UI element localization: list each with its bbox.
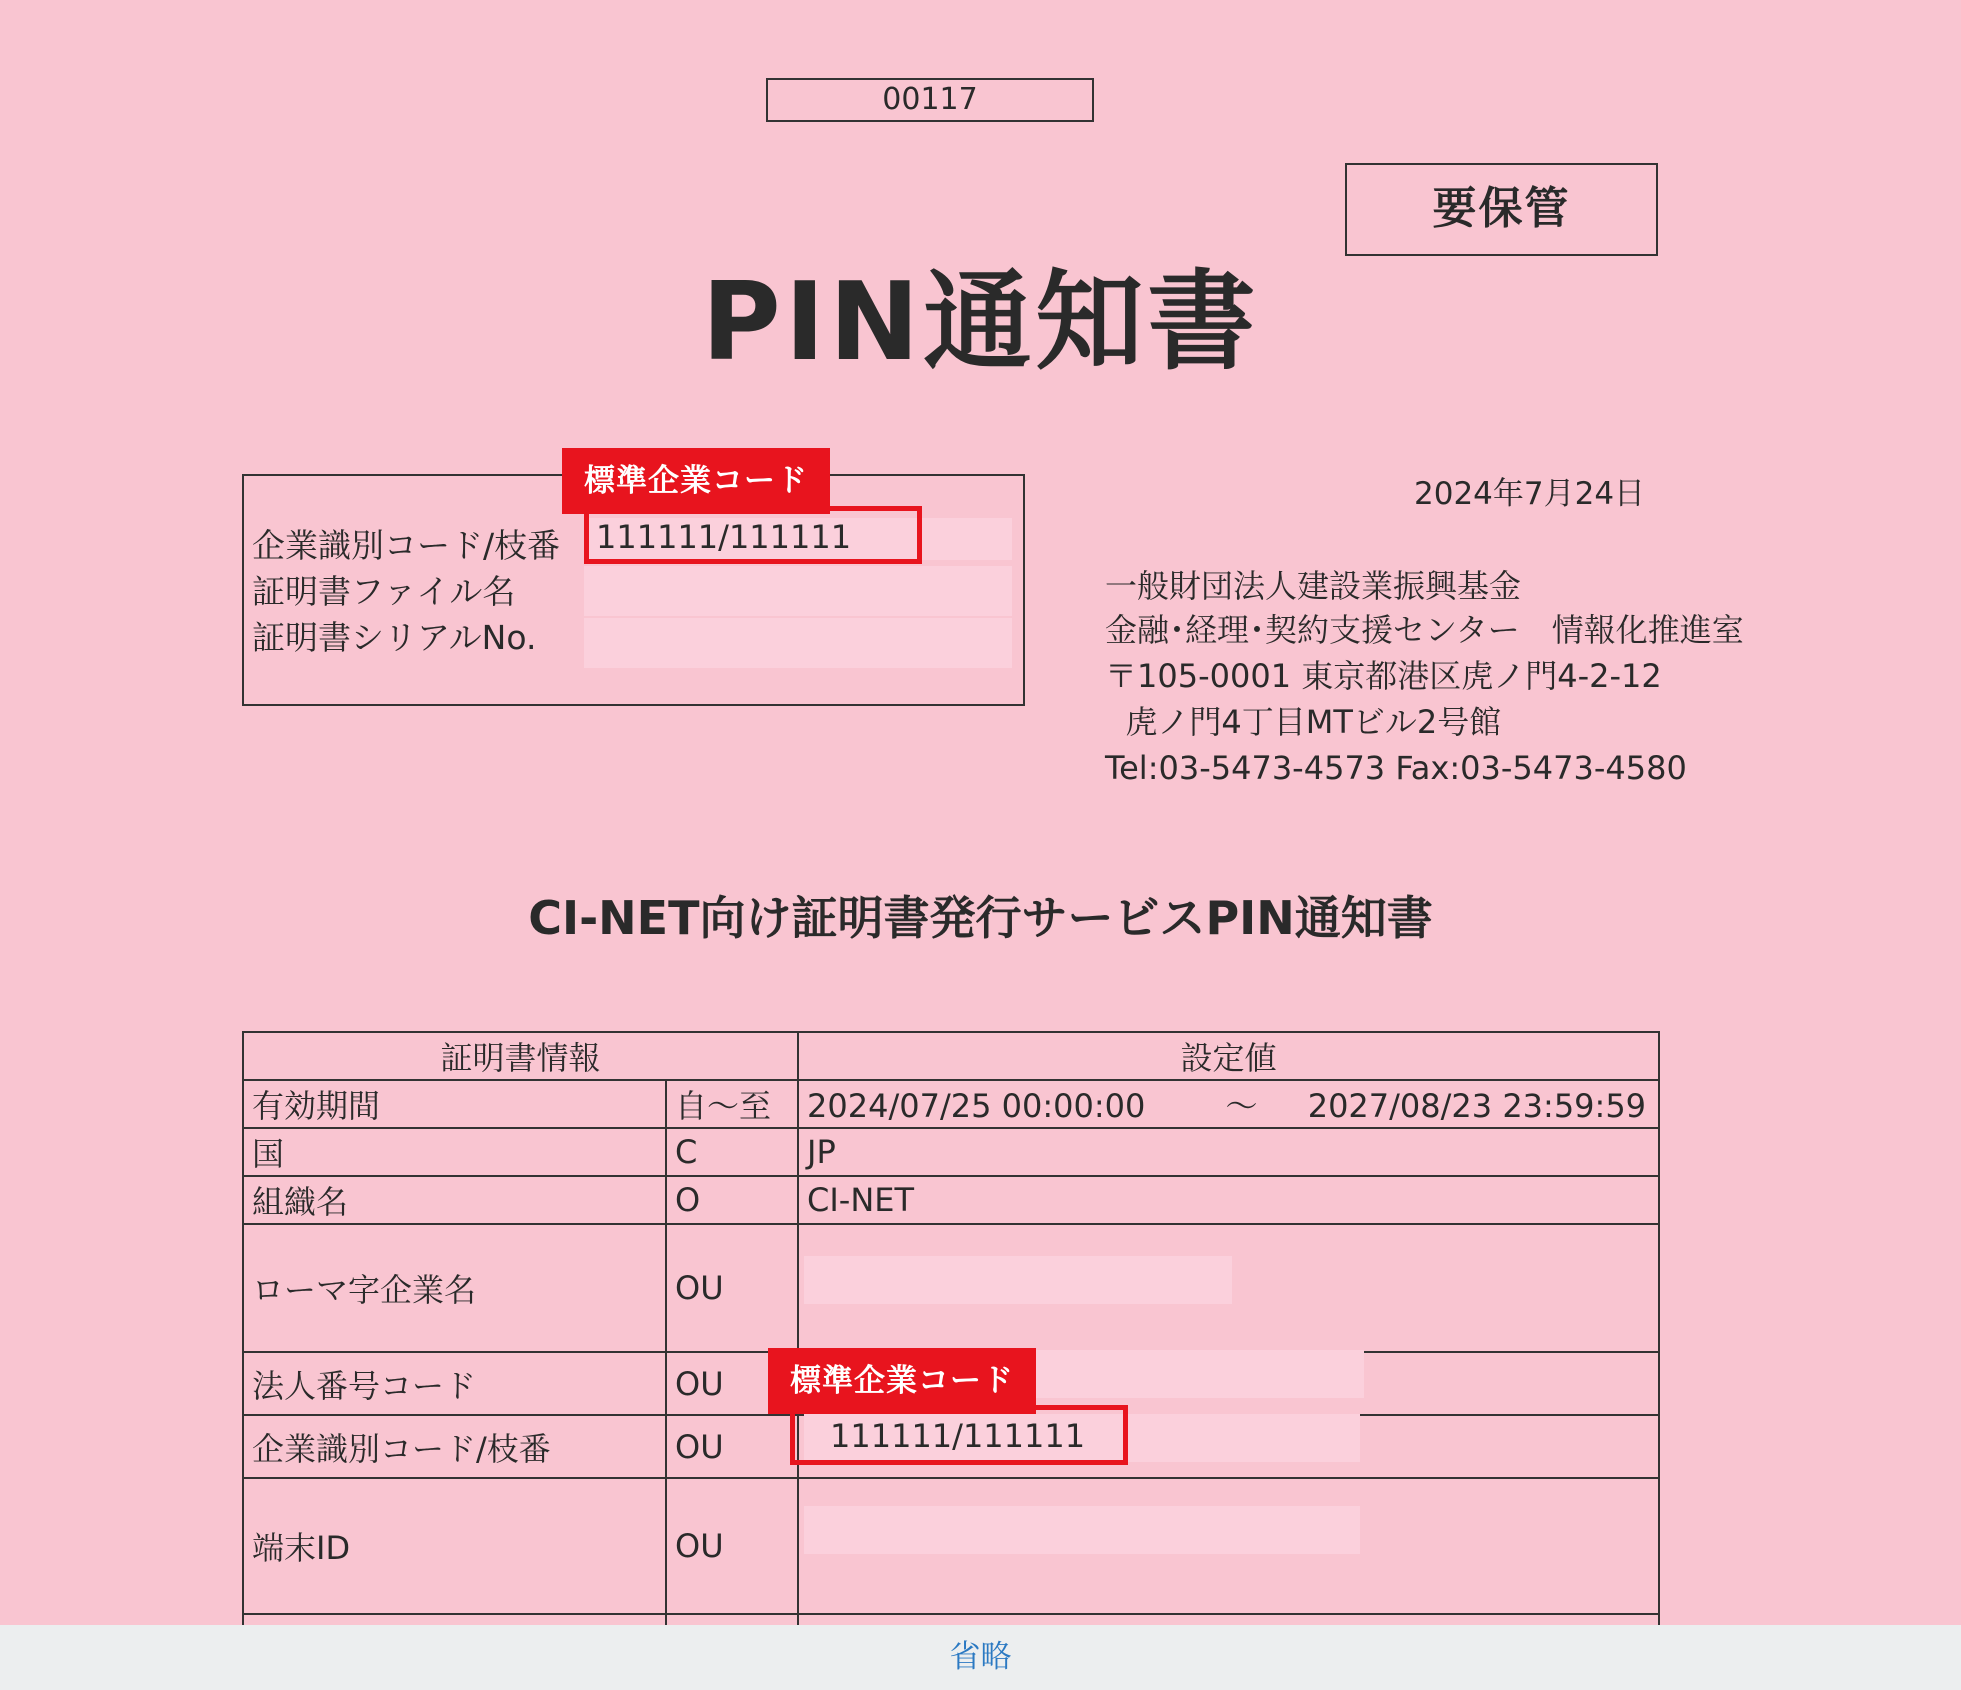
info-value-company-code: 111111/111111 (596, 518, 852, 556)
annotation-tag-standard-code: 標準企業コード (562, 448, 830, 514)
validity-separator: ～ (1225, 1087, 1258, 1125)
storage-required-box: 要保管 (1345, 163, 1658, 256)
section-subtitle: CI-NET向け証明書発行サービスPIN通知書 (528, 891, 1433, 945)
omitted-link[interactable]: 省略 (949, 1639, 1012, 1675)
issuer-contact: Tel:03-5473-4573 Fax:03-5473-4580 (1105, 749, 1687, 787)
issue-date: 2024年7月24日 (1414, 476, 1646, 512)
issuer-department: 金融･経理･契約支援センター 情報化推進室 (1105, 611, 1744, 649)
table-header-cert-info: 証明書情報 (243, 1032, 798, 1080)
row-label-validity: 有効期間 (243, 1080, 666, 1128)
masked-serial-no (584, 618, 1012, 668)
info-label-company-code: 企業識別コード/枝番 (252, 526, 561, 565)
row-code-corp-number: OU (666, 1352, 798, 1415)
table-value-company-code: 111111/111111 (830, 1417, 1086, 1455)
table-header-setting-value: 設定値 (798, 1032, 1659, 1080)
row-code-validity: 自～至 (666, 1080, 798, 1128)
row-code-country: C (666, 1128, 798, 1176)
row-label-terminal-id: 端末ID (243, 1478, 666, 1614)
page-title: PIN通知書 (701, 260, 1260, 385)
row-code-org-name: O (666, 1176, 798, 1224)
row-label-corp-number: 法人番号コード (243, 1352, 666, 1415)
row-label-country: 国 (243, 1128, 666, 1176)
document-number: 00117 (766, 78, 1094, 122)
validity-to: 2027/08/23 23:59:59 (1307, 1087, 1647, 1125)
masked-file-name (584, 566, 1012, 616)
row-label-company-code: 企業識別コード/枝番 (243, 1415, 666, 1478)
table-row (243, 1080, 1659, 1128)
row-label-romaji-name: ローマ字企業名 (243, 1224, 666, 1352)
masked-corp-number (1026, 1350, 1364, 1398)
row-code-terminal-id: OU (666, 1478, 798, 1614)
annotation-tag-standard-code-table: 標準企業コード (768, 1348, 1036, 1414)
issuer-address2: 虎ノ門4丁目MTビル2号館 (1105, 703, 1502, 741)
row-value-validity (798, 1080, 1659, 1128)
omitted-footer (0, 1625, 1961, 1690)
masked-romaji-name (804, 1256, 1232, 1304)
issuer-address1: 〒105-0001 東京都港区虎ノ門4-2-12 (1105, 657, 1662, 695)
row-value-country: JP (798, 1128, 1659, 1176)
table-row (243, 1176, 1659, 1224)
row-code-company-code: OU (666, 1415, 798, 1478)
validity-from: 2024/07/25 00:00:00 (807, 1087, 1146, 1125)
issuer-org: 一般財団法人建設業振興基金 (1105, 567, 1522, 605)
table-row (243, 1128, 1659, 1176)
info-label-serial-no: 証明書シリアルNo. (252, 618, 537, 657)
row-code-romaji-name: OU (666, 1224, 798, 1352)
masked-terminal-id (804, 1506, 1360, 1554)
row-label-org-name: 組織名 (243, 1176, 666, 1224)
info-label-file-name: 証明書ファイル名 (252, 572, 516, 611)
row-value-org-name: CI-NET (798, 1176, 1659, 1224)
